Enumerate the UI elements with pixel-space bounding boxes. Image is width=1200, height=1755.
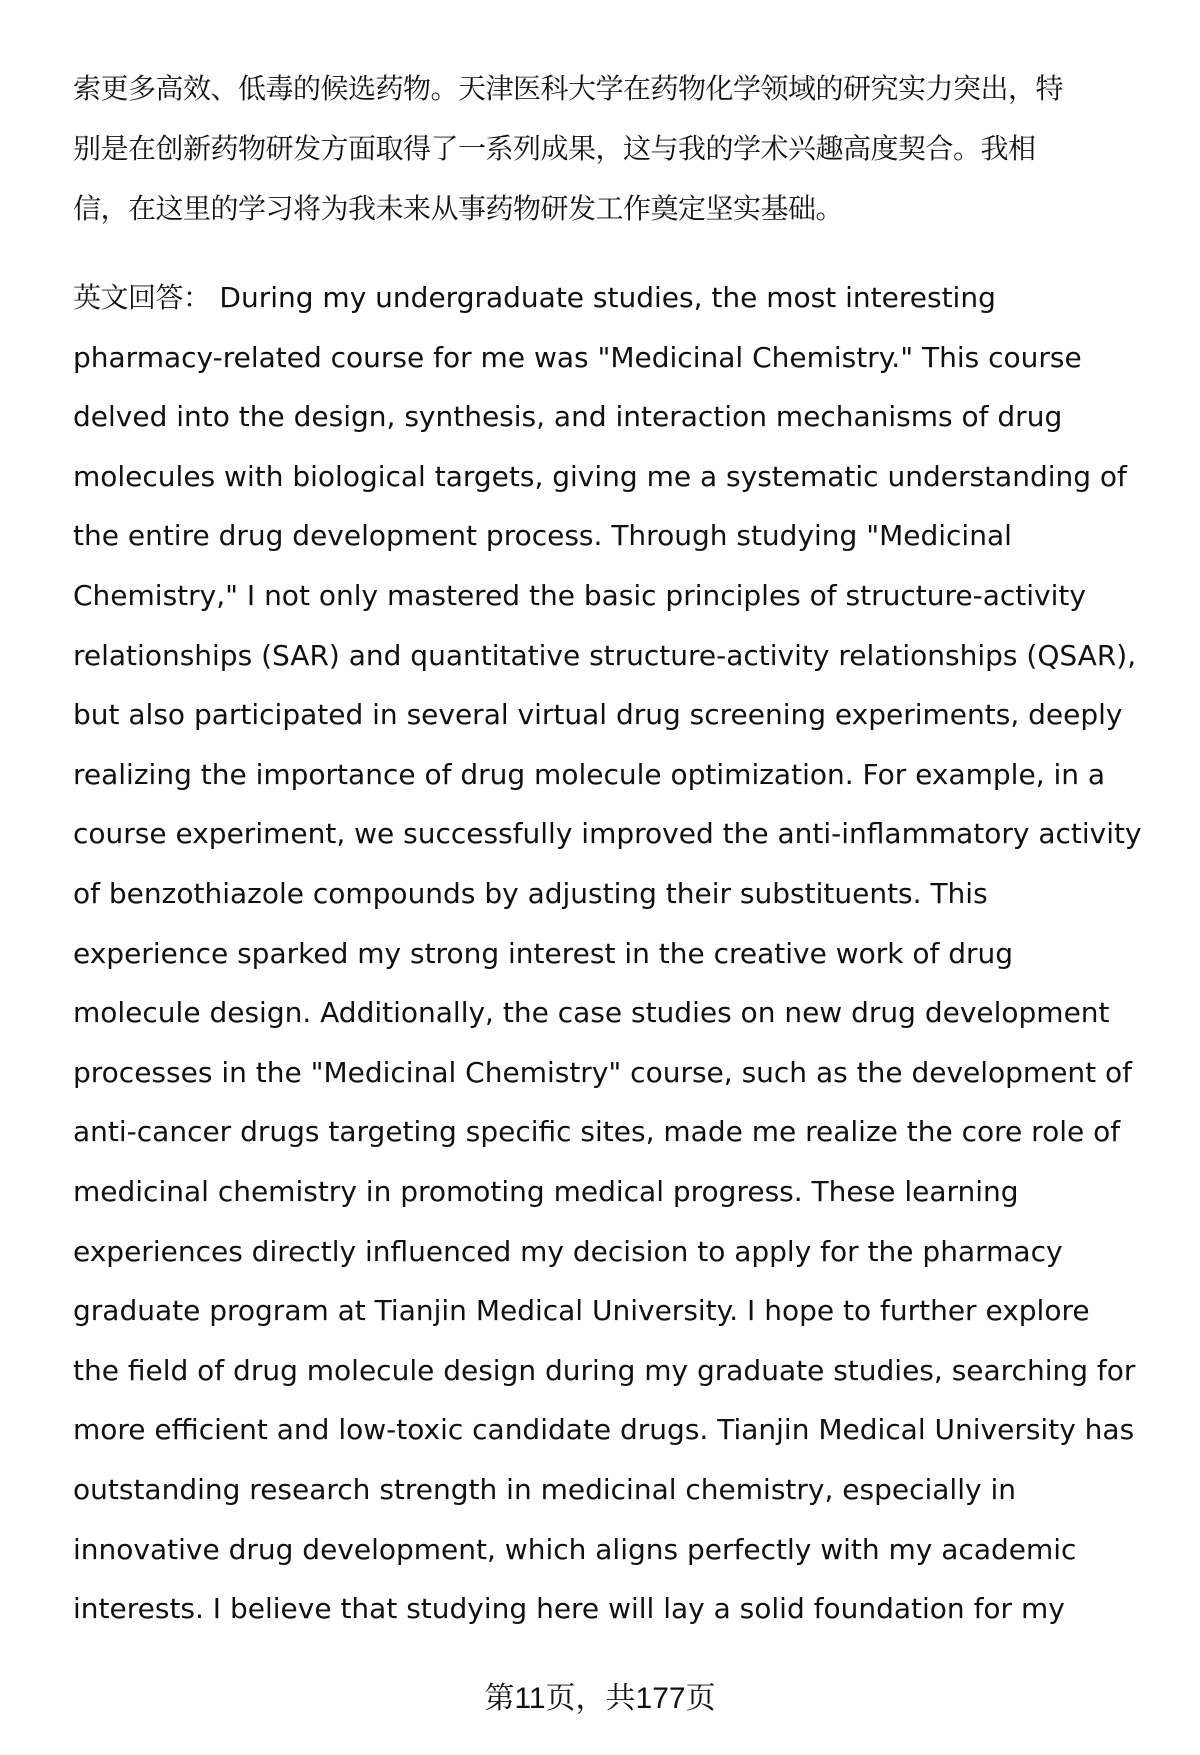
english-answer-line: course experiment, we successfully improved the anti-inflammatory activity: [73, 817, 1142, 851]
english-answer-line: experiences directly influenced my decision to apply for the pharmacy: [73, 1234, 1063, 1268]
english-answer-line: delved into the design, synthesis, and interaction mechanisms of drug: [73, 400, 1063, 434]
english-answer-line: of benzothiazole compounds by adjusting their substituents. This: [73, 877, 988, 910]
english-answer-line: molecule design. Additionally, the case studies on new drug development: [73, 996, 1110, 1030]
chinese-answer-line: 索更多高效、低毒的候选药物。天津医科大学在药物化学领域的研究实力突出，特: [73, 72, 1064, 105]
english-answer-line: molecules with biological targets, giving me a systematic understanding of: [73, 459, 1127, 493]
english-answer-line: processes in the "Medicinal Chemistry" course, such as the development of: [73, 1055, 1133, 1089]
english-answer-line: graduate program at Tianjin Medical University. I hope to further explore: [73, 1294, 1090, 1328]
english-answer-line: innovative drug development, which aligns perfectly with my academic: [73, 1532, 1077, 1566]
english-answer-line: anti-cancer drugs targeting specific sites, made me realize the core role of: [73, 1115, 1121, 1149]
chinese-answer-line: 信，在这里的学习将为我未来从事药物研发工作奠定坚实基础。: [73, 192, 844, 225]
english-answer-line: interests. I believe that studying here will lay a solid foundation for my: [73, 1592, 1065, 1626]
english-answer-line: the entire drug development process. Through studying "Medicinal: [73, 519, 1012, 553]
english-answer-label: 英文回答：: [73, 281, 211, 314]
english-answer-line: [73, 278, 996, 318]
english-answer-line: relationships (SAR) and quantitative structure-activity relationships (QSAR),: [73, 638, 1137, 672]
english-answer-line: more efficient and low-toxic candidate drugs. Tianjin Medical University has: [73, 1413, 1135, 1447]
page-number: 第11页，共177页: [484, 1682, 716, 1715]
chinese-answer-line: 别是在创新药物研发方面取得了一系列成果，这与我的学术兴趣高度契合。我相: [73, 132, 1036, 165]
english-answer-line: experience sparked my strong interest in the creative work of drug: [73, 936, 1014, 970]
english-answer-text: During my undergraduate studies, the most interesting: [210, 281, 996, 314]
english-answer-line: pharmacy-related course for me was "Medicinal Chemistry." This course: [73, 340, 1082, 374]
english-answer-line: realizing the importance of drug molecule optimization. For example, in a: [73, 757, 1106, 791]
english-answer-line: but also participated in several virtual drug screening experiments, deeply: [73, 698, 1123, 732]
english-answer-line: Chemistry," I not only mastered the basic principles of structure-activity: [73, 579, 1086, 612]
english-answer-line: outstanding research strength in medicinal chemistry, especially in: [73, 1473, 1016, 1506]
english-answer-line: the field of drug molecule design during my graduate studies, searching for: [73, 1353, 1136, 1387]
english-answer-line: medicinal chemistry in promoting medical progress. These learning: [73, 1175, 1019, 1208]
